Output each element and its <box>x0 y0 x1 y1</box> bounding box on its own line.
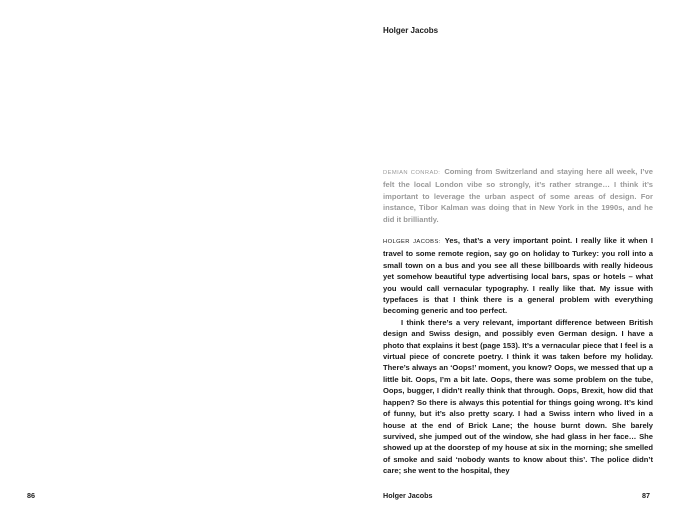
interview-question <box>383 166 653 225</box>
question-text: Coming from Switzerland and staying here all week, I’ve felt the local London vibe so strongly, it’s rather strange… I think it’s important to leverage the urban aspect of some areas of design. For instance, Tibor Kalman was doing that in New York in the 1990s, and he did it brilliantly. <box>383 167 653 224</box>
answer-paragraph-2: I think there’s a very relevant, important difference between British design and Swiss design, and possibly even German design. I have a photo that explains it best (page 153). It’s a vernacular piece that I feel is a virtual piece of concrete poetry. I think it was taken before my holiday. There’s always an ‘Oops!’ moment, you know? Oops, we messed that up a little bit. Oops, I’m a bit late. Oops, there was some problem on the tube, Oops, bugger, I didn’t really think that through. Oops, Brexit, how did that happen? So there is always this potential for things going wrong. It’s kind of funny, but it’s also pretty scary. I had a Swiss intern who lived in a house at the end of Brick Lane; the house burnt down. She barely survived, she jumped out of the window, she had glass in her face… She showed up at the doorstep of my house at six in the morning; she smelled of smoke and said ‘nobody wants to know about this’. The police didn’t care; she went to the hospital, they <box>383 317 653 476</box>
speaker-label-holger: HOLGER JACOBS: <box>383 239 441 245</box>
footer-name: Holger Jacobs <box>383 491 433 500</box>
right-page <box>340 0 680 524</box>
running-head: Holger Jacobs <box>383 26 439 35</box>
interview-answer <box>383 235 653 477</box>
speaker-label-demian: DEMIAN CONRAD: <box>383 170 441 176</box>
answer-paragraph-1: Yes, that’s a very important point. I really like it when I travel to some remote region, say go on holiday to Turkey: you roll into a small town on a bus and you see all these billboards with really hideous yet somehow beautiful type advertising local bars, spas or hotels – what you would call vernacular typography. I really like that. My issue with typefaces is that I think there is a general problem with everything becoming generic and too perfect. <box>383 236 653 316</box>
right-page-number: 87 <box>642 491 650 500</box>
left-page-number: 86 <box>27 491 35 500</box>
